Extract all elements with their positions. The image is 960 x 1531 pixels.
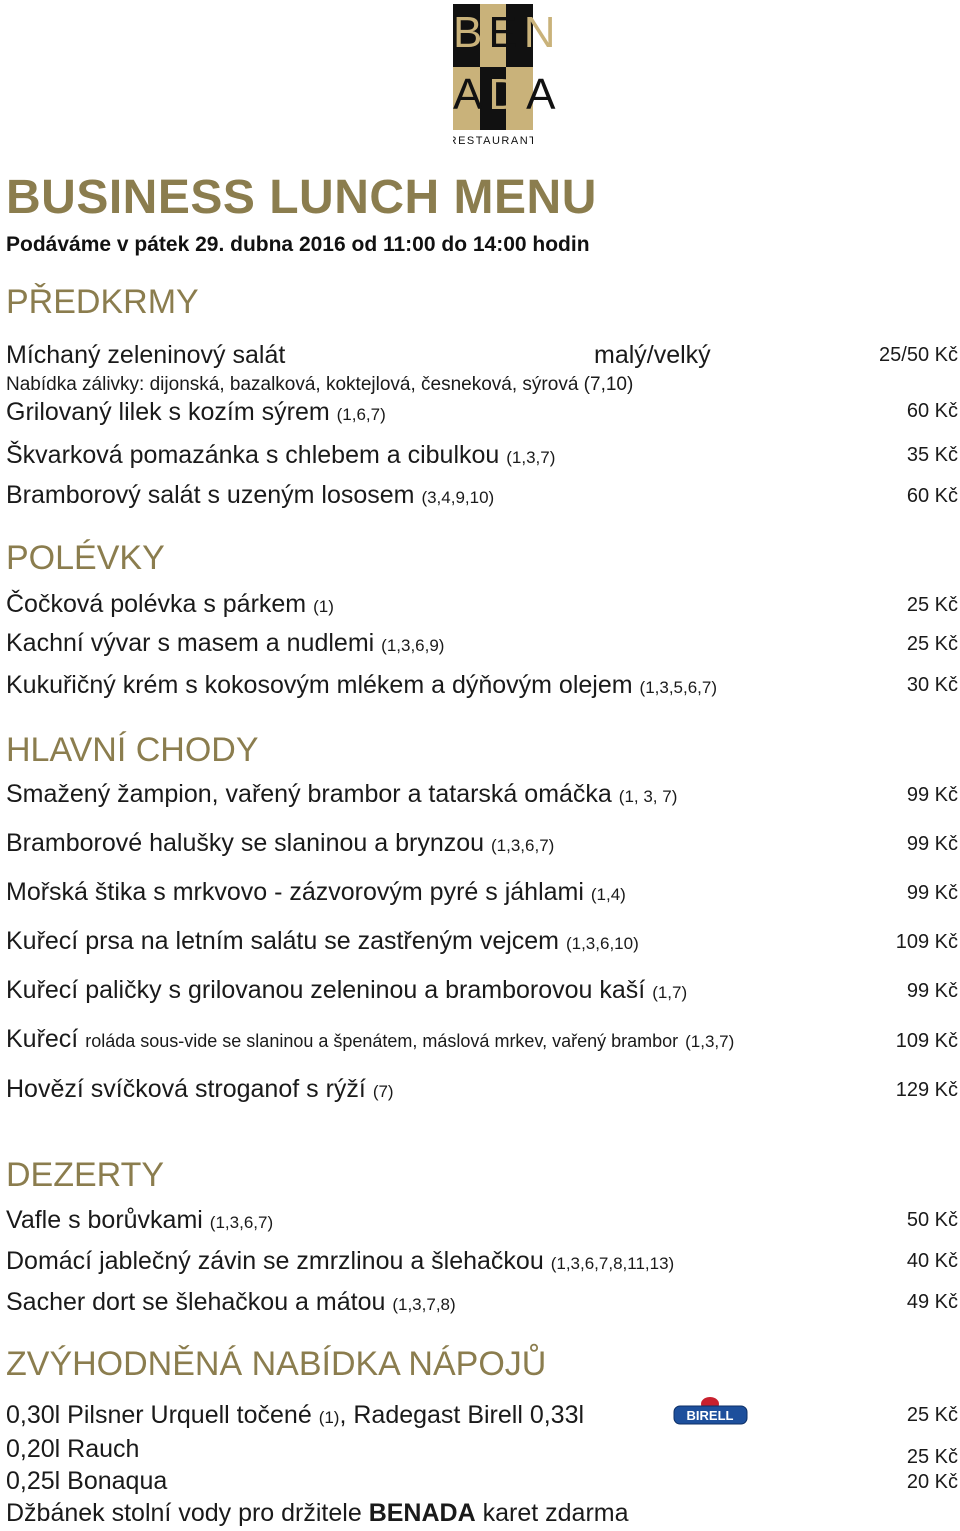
menu-title: BUSINESS LUNCH MENU [6, 171, 597, 224]
menu-item: Bramborový salát s uzeným lososem (3,4,9,10) [6, 481, 495, 509]
menu-item: Bramborové halušky se slaninou a brynzou (1,3,6,7) [6, 829, 555, 857]
salad-sizes: malý/velký [594, 341, 711, 369]
menu-item: Kuřecí roláda sous-vide se slaninou a špenátem, máslová mrkev, vařený brambor (1,3,7) [6, 1025, 735, 1053]
price: 109 Kč [895, 1030, 958, 1052]
svg-text:BIRELL: BIRELL [686, 1408, 734, 1423]
menu-item: Kuřecí paličky s grilovanou zeleninou a bramborovou kaší (1,7) [6, 976, 688, 1004]
birell-logo-icon [673, 1396, 748, 1426]
menu-item: Vafle s borůvkami (1,3,6,7) [6, 1206, 274, 1234]
menu-item: Kuřecí prsa na letním salátu se zastřeným vejcem (1,3,6,10) [6, 927, 639, 955]
benada-brand: BENADA [368, 1499, 476, 1527]
logo-restaurant-text: RESTAURANT [453, 135, 533, 147]
drink-row: 0,25l Bonaqua [6, 1467, 168, 1495]
menu-item: Domácí jablečný závin se zmrzlinou a šlehačkou (1,3,6,7,8,11,13) [6, 1247, 675, 1275]
price: 25 Kč [906, 1404, 958, 1426]
price: 99 Kč [906, 882, 958, 904]
section-heading-soups: POLÉVKY [6, 539, 165, 577]
menu-item: Čočková polévka s párkem (1) [6, 590, 334, 618]
price: 99 Kč [906, 833, 958, 855]
section-heading-mains: HLAVNÍ CHODY [6, 731, 259, 769]
menu-item: Kukuřičný krém s kokosovým mlékem a dýňovým olejem (1,3,5,6,7) [6, 671, 718, 699]
menu-item: Smažený žampion, vařený brambor a tatarská omáčka (1, 3, 7) [6, 780, 678, 808]
price: 49 Kč [906, 1291, 958, 1313]
price: 60 Kč [906, 485, 958, 507]
price: 40 Kč [906, 1250, 958, 1272]
menu-item: Grilovaný lilek s kozím sýrem (1,6,7) [6, 398, 386, 426]
birell-logo [673, 1396, 748, 1426]
price: 99 Kč [906, 784, 958, 806]
menu-item: Sacher dort se šlehačkou a mátou (1,3,7,8) [6, 1288, 456, 1316]
price: 25 Kč [906, 1446, 958, 1468]
section-heading-starters: PŘEDKRMY [6, 283, 199, 321]
price: 30 Kč [906, 674, 958, 696]
logo-line1: BEN [453, 8, 562, 57]
price: 60 Kč [906, 400, 958, 422]
price: 129 Kč [895, 1079, 958, 1101]
section-heading-drinks: ZVÝHODNĚNÁ NABÍDKA NÁPOJŮ [6, 1345, 547, 1383]
price: 20 Kč [906, 1471, 958, 1493]
logo-line2: ADA [453, 70, 562, 119]
drink-row: 0,20l Rauch [6, 1435, 140, 1463]
menu-date: Podáváme v pátek 29. dubna 2016 od 11:00 do 14:00 hodin [6, 233, 590, 256]
price: 99 Kč [906, 980, 958, 1002]
restaurant-logo [453, 4, 562, 152]
drink-row-beer: 0,30l Pilsner Urquell točené (1), Radegast Birell 0,33l [6, 1401, 585, 1429]
price: 50 Kč [906, 1209, 958, 1231]
price: 25 Kč [906, 594, 958, 616]
price-salad: 25/50 Kč [879, 344, 958, 366]
menu-item: Škvarková pomazánka s chlebem a cibulkou (1,3,7) [6, 441, 556, 469]
menu-item: Hovězí svíčková stroganof s rýží (7) [6, 1075, 394, 1103]
dressing-note: Nabídka zálivky: dijonská, bazalková, koktejlová, česneková, sýrová (7,10) [6, 374, 634, 395]
menu-item: Kachní vývar s masem a nudlemi (1,3,6,9) [6, 629, 445, 657]
water-offer: Džbánek stolní vody pro držitele BENADA karet zdarma [6, 1499, 629, 1527]
section-heading-desserts: DEZERTY [6, 1156, 165, 1194]
price: 25 Kč [906, 633, 958, 655]
menu-item-salad: Míchaný zeleninový salát [6, 341, 286, 369]
price: 35 Kč [906, 444, 958, 466]
price: 109 Kč [895, 931, 958, 953]
menu-item: Mořská štika s mrkvovo - zázvorovým pyré s jáhlami (1,4) [6, 878, 626, 906]
